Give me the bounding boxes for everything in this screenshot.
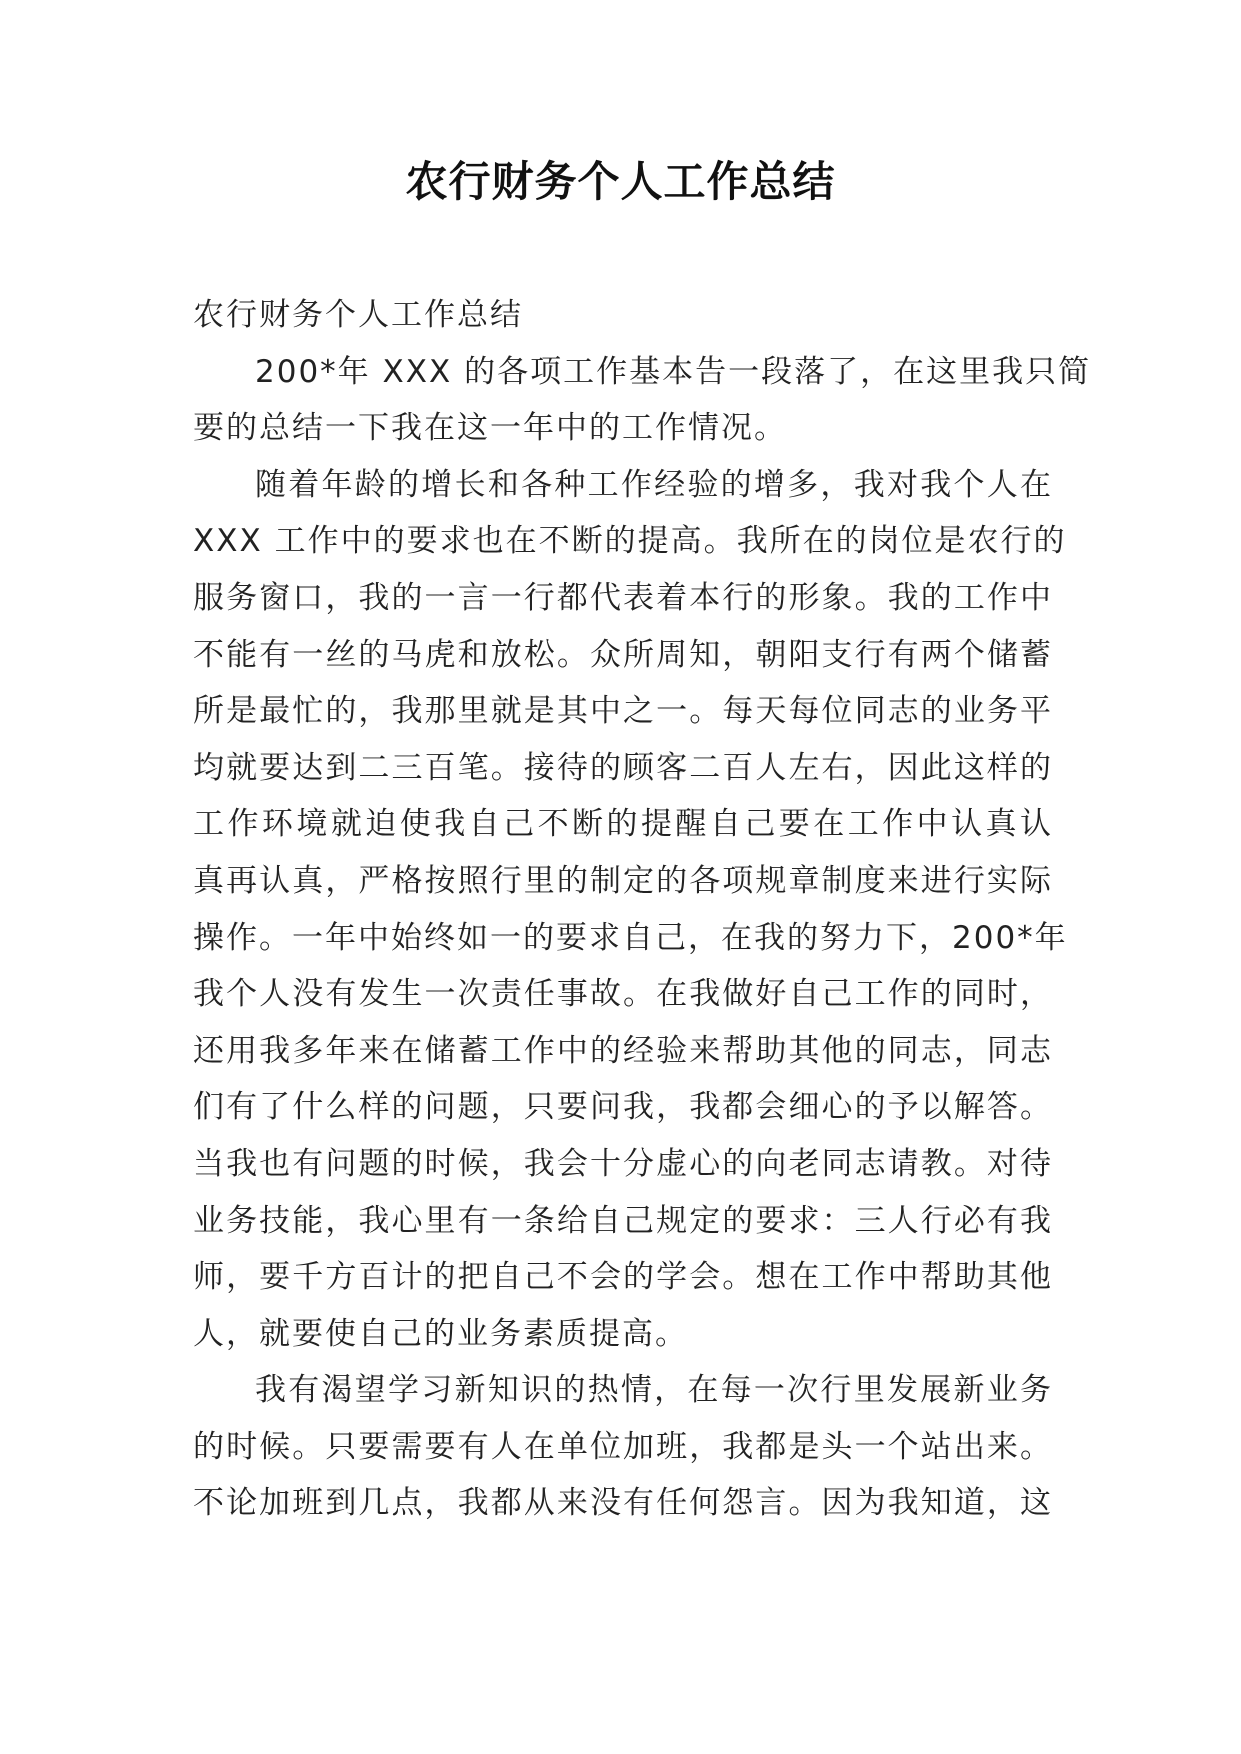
text-line: 服务窗口，我的一言一行都代表着本行的形象。我的工作中 <box>193 579 1053 616</box>
text-line: 还用我多年来在储蓄工作中的经验来帮助其他的同志，同志 <box>193 1032 1053 1069</box>
text-line: 农行财务个人工作总结 <box>193 297 523 333</box>
text-line: 师，要千方百计的把自己不会的学会。想在工作中帮助其他 <box>193 1259 1053 1296</box>
text-line: 所是最忙的，我那里就是其中之一。每天每位同志的业务平 <box>193 693 1053 730</box>
text-line: XXX 工作中的要求也在不断的提高。我所在的岗位是农行的 <box>193 523 1067 560</box>
text-line: 的时候。只要需要有人在单位加班，我都是头一个站出来。 <box>193 1428 1053 1465</box>
text-line: 真再认真，严格按照行里的制定的各项规章制度来进行实际 <box>193 862 1053 899</box>
text-line: 工作环境就迫使我自己不断的提醒自己要在工作中认真认 <box>193 806 1053 843</box>
text-line: 不能有一丝的马虎和放松。众所周知，朝阳支行有两个储蓄 <box>193 636 1053 673</box>
text-line: 业务技能，我心里有一条给自己规定的要求：三人行必有我 <box>193 1202 1053 1239</box>
text-line: 均就要达到二三百笔。接待的顾客二百人左右，因此这样的 <box>193 749 1053 786</box>
text-line: 要的总结一下我在这一年中的工作情况。 <box>193 410 787 447</box>
text-line: 们有了什么样的问题，只要问我，我都会细心的予以解答。 <box>193 1089 1053 1126</box>
text-line: 不论加班到几点，我都从来没有任何怨言。因为我知道，这 <box>193 1485 1053 1522</box>
text-line: 当我也有问题的时候，我会十分虚心的向老同志请教。对待 <box>193 1145 1053 1182</box>
text-line: 我个人没有发生一次责任事故。在我做好自己工作的同时， <box>193 976 1053 1013</box>
text-line: 我有渴望学习新知识的热情，在每一次行里发展新业务 <box>255 1372 1053 1409</box>
text-line: 随着年龄的增长和各种工作经验的增多，我对我个人在 <box>255 466 1053 503</box>
text-line: 200*年 XXX 的各项工作基本告一段落了，在这里我只简 <box>255 353 1092 390</box>
text-line: 操作。一年中始终如一的要求自己，在我的努力下，200*年 <box>193 919 1068 956</box>
document-body <box>193 287 1092 1532</box>
text-line: 人，就要使自己的业务素质提高。 <box>193 1315 688 1352</box>
document-title: 农行财务个人工作总结 <box>405 157 836 206</box>
